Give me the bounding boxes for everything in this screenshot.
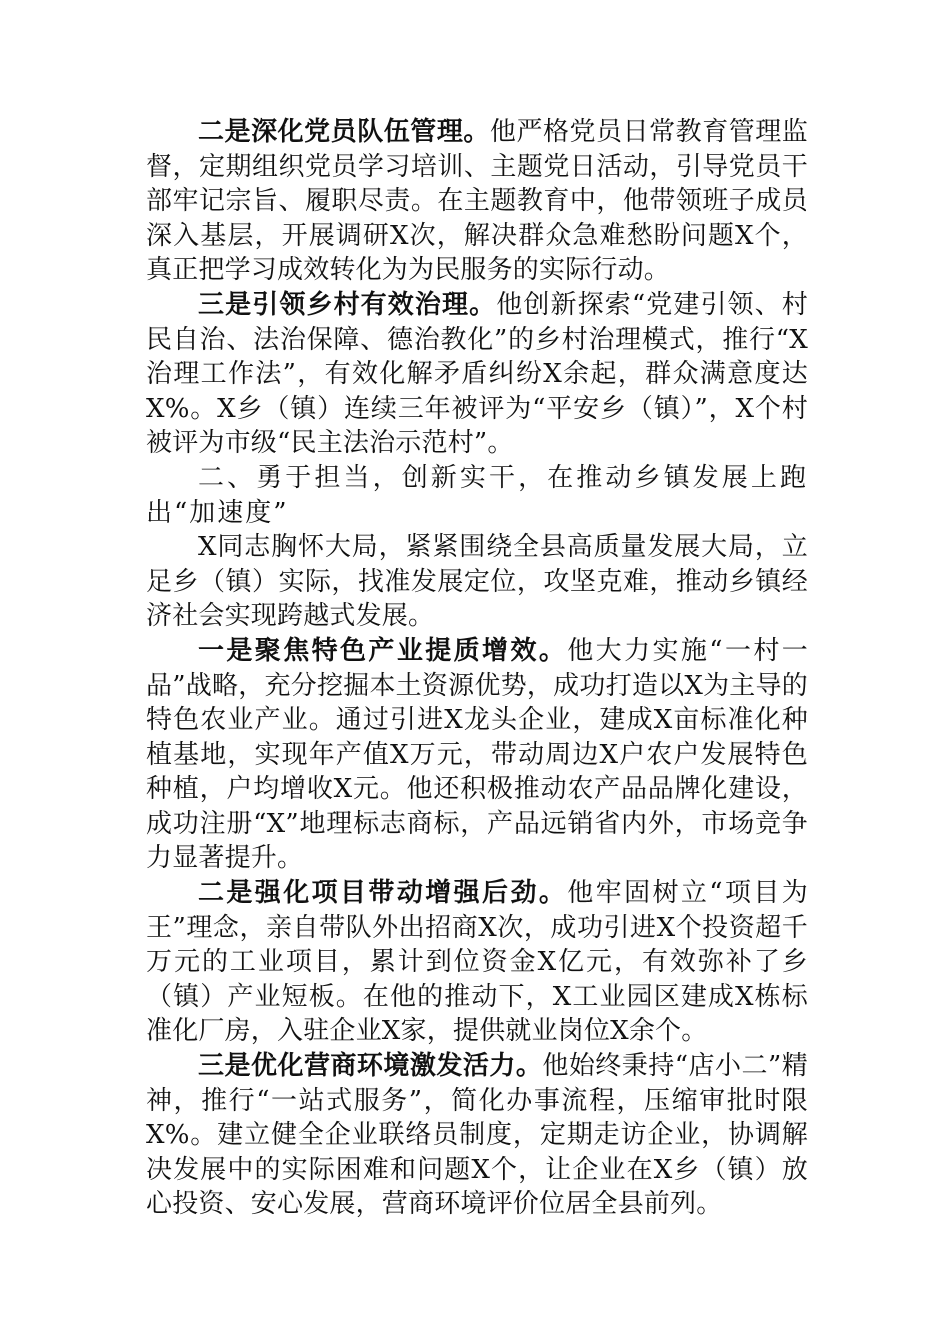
paragraph-body: 他严格党员日常教育管理监督，定期组织党员学习培训、主题党日活动，引导党员干部牢记宗旨、履职尽责。在主题教育中，他带领班子成员深入基层，开展调研X次，解决群众急难愁盼问题X个，真正把学习成效转化为为民服务的实际行动。: [146, 117, 809, 286]
paragraph-lead: 二是深化党员队伍管理。: [198, 117, 490, 147]
paragraph-specialty-industry: [146, 634, 808, 876]
paragraph-body: 他牢固树立“项目为王”理念，亲自带队外出招商X次，成功引进X个投资超千万元的工业项目，累计到位资金X亿元，有效弥补了乡（镇）产业短板。在他的推动下，X工业园区建成X栋标准化厂房，入驻企业X家，提供就业岗位X余个。: [146, 878, 808, 1047]
paragraph-lead: 三是引领乡村有效治理。: [198, 289, 497, 320]
paragraph-section-intro: X同志胸怀大局，紧紧围绕全县高质量发展大局，立足乡（镇）实际，找准发展定位，攻坚克难，推动乡镇经济社会实现跨越式发展。: [146, 532, 808, 632]
section-heading: 二、勇于担当，创新实干，在推动乡镇发展上跑出“加速度”: [146, 462, 808, 528]
paragraph-party-member-management: [146, 115, 808, 288]
paragraph-body: 他大力实施“一村一品”战略，充分挖掘本土资源优势，成功打造以X为主导的特色农业产业。通过引进X龙头企业，建成X亩标准化种植基地，实现年产值X万元，带动周边X户农户发展特色种植，户均增收X元。他还积极推动农产品品牌化建设，成功注册“X”地理标志商标，产品远销省内外，市场竞争力显著提升。: [146, 635, 808, 874]
paragraph-rural-governance: [146, 288, 808, 461]
document-page: [146, 115, 808, 1222]
paragraph-lead: 二是强化项目带动增强后劲。: [198, 878, 568, 909]
paragraph-lead: 一是聚焦特色产业提质增效。: [198, 635, 568, 666]
paragraph-lead: 三是优化营商环境激发活力。: [198, 1051, 543, 1082]
paragraph-body: 他创新探索“党建引领、村民自治、法治保障、德治教化”的乡村治理模式，推行“X治理工作法”，有效化解矛盾纠纷X余起，群众满意度达X%。X乡（镇）连续三年被评为“平安乡（镇）”，X个村被评为市级“民主法治示范村”。: [146, 289, 808, 459]
paragraph-body: 他始终秉持“店小二”精神，推行“一站式服务”，简化办事流程，压缩审批时限X%。建立健全企业联络员制度，定期走访企业，协调解决发展中的实际困难和问题X个，让企业在X乡（镇）放心投资、安心发展，营商环境评价位居全县前列。: [146, 1051, 808, 1220]
paragraph-business-environment: [146, 1049, 808, 1222]
paragraph-project-driving: [146, 876, 808, 1049]
